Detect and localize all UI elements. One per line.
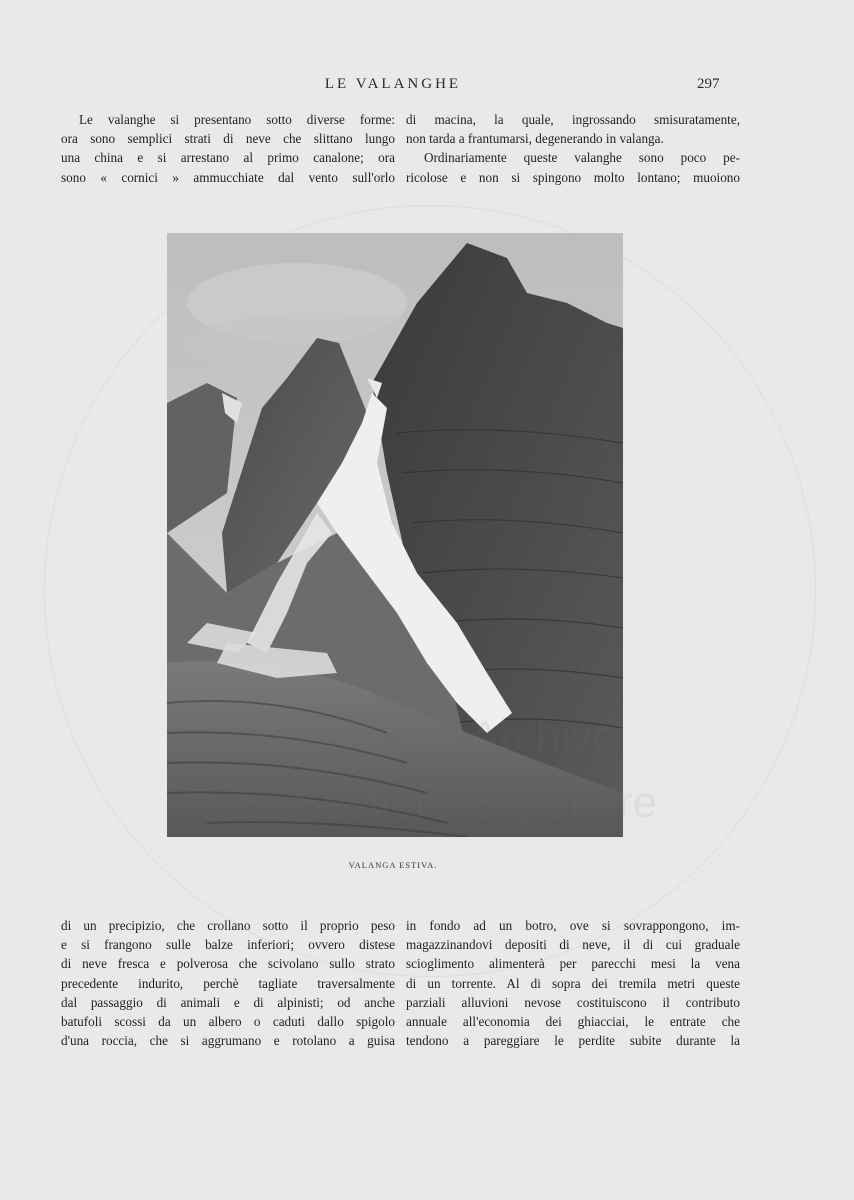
text-line: di un precipizio, che crollano sotto il proprio peso — [61, 918, 395, 933]
text-line: ricolose e non si spingono molto lontano; muoiono — [406, 169, 740, 185]
text-line: magazzinandovi depositi di neve, il di cui graduale — [406, 937, 740, 953]
text-line: sono « cornici » ammucchiate dal vento sull'orlo — [61, 169, 395, 185]
text-line: ora sono semplici strati di neve che slittano lungo — [61, 131, 395, 147]
text-line: batufoli scossi da un albero o caduti dallo spigolo — [61, 1014, 395, 1030]
text-line: parziali alluvioni nevose costituiscono il contributo — [406, 994, 740, 1010]
text-line: precedente indurito, perchè tagliate traversalmente — [61, 975, 395, 991]
text-line: d'una roccia, che si aggrumano e rotolano a guisa — [61, 1033, 395, 1049]
text-line: in fondo ad un botro, ove si sovrappongono, im- — [406, 918, 740, 933]
text-line: di neve fresca e polverosa che scivolano sullo strato — [61, 956, 395, 972]
text-line: Ordinariamente queste valanghe sono poco pe- — [424, 150, 740, 166]
text-line: e si frangono sulle balze inferiori; ovvero distese — [61, 937, 395, 953]
text-line: di macina, la quale, ingrossando smisuratamente, — [406, 112, 740, 127]
text-line: una china e si arrestano al primo canalone; ora — [61, 150, 395, 166]
mountain-photo-image — [167, 233, 623, 837]
text-line: annuale all'economia dei ghiacciai, le entrate che — [406, 1014, 740, 1030]
text-column-bottom-left — [61, 916, 395, 1050]
text-line: non tarda a frantumarsi, degenerando in valanga. — [406, 131, 664, 147]
text-line: dal passaggio di animali e di alpinisti; od anche — [61, 994, 395, 1010]
page-number: 297 — [697, 76, 720, 92]
text-line: Le valanghe si presentano sotto diverse forme: — [79, 112, 395, 127]
text-column-top-right — [406, 110, 740, 187]
text-line: di un torrente. Al di sopra dei tremila metri queste — [406, 975, 740, 991]
text-column-bottom-right — [406, 916, 740, 1050]
text-line: scioglimento alimenterà per parecchi mesi la vena — [406, 956, 740, 972]
running-title: LE VALANGHE — [324, 76, 462, 92]
avalanche-photograph — [167, 233, 623, 837]
text-column-top-left — [61, 110, 395, 187]
figure-caption: VALANGA ESTIVA. — [348, 860, 438, 870]
text-line: tendono a pareggiare le perdite subite durante la — [406, 1033, 740, 1049]
